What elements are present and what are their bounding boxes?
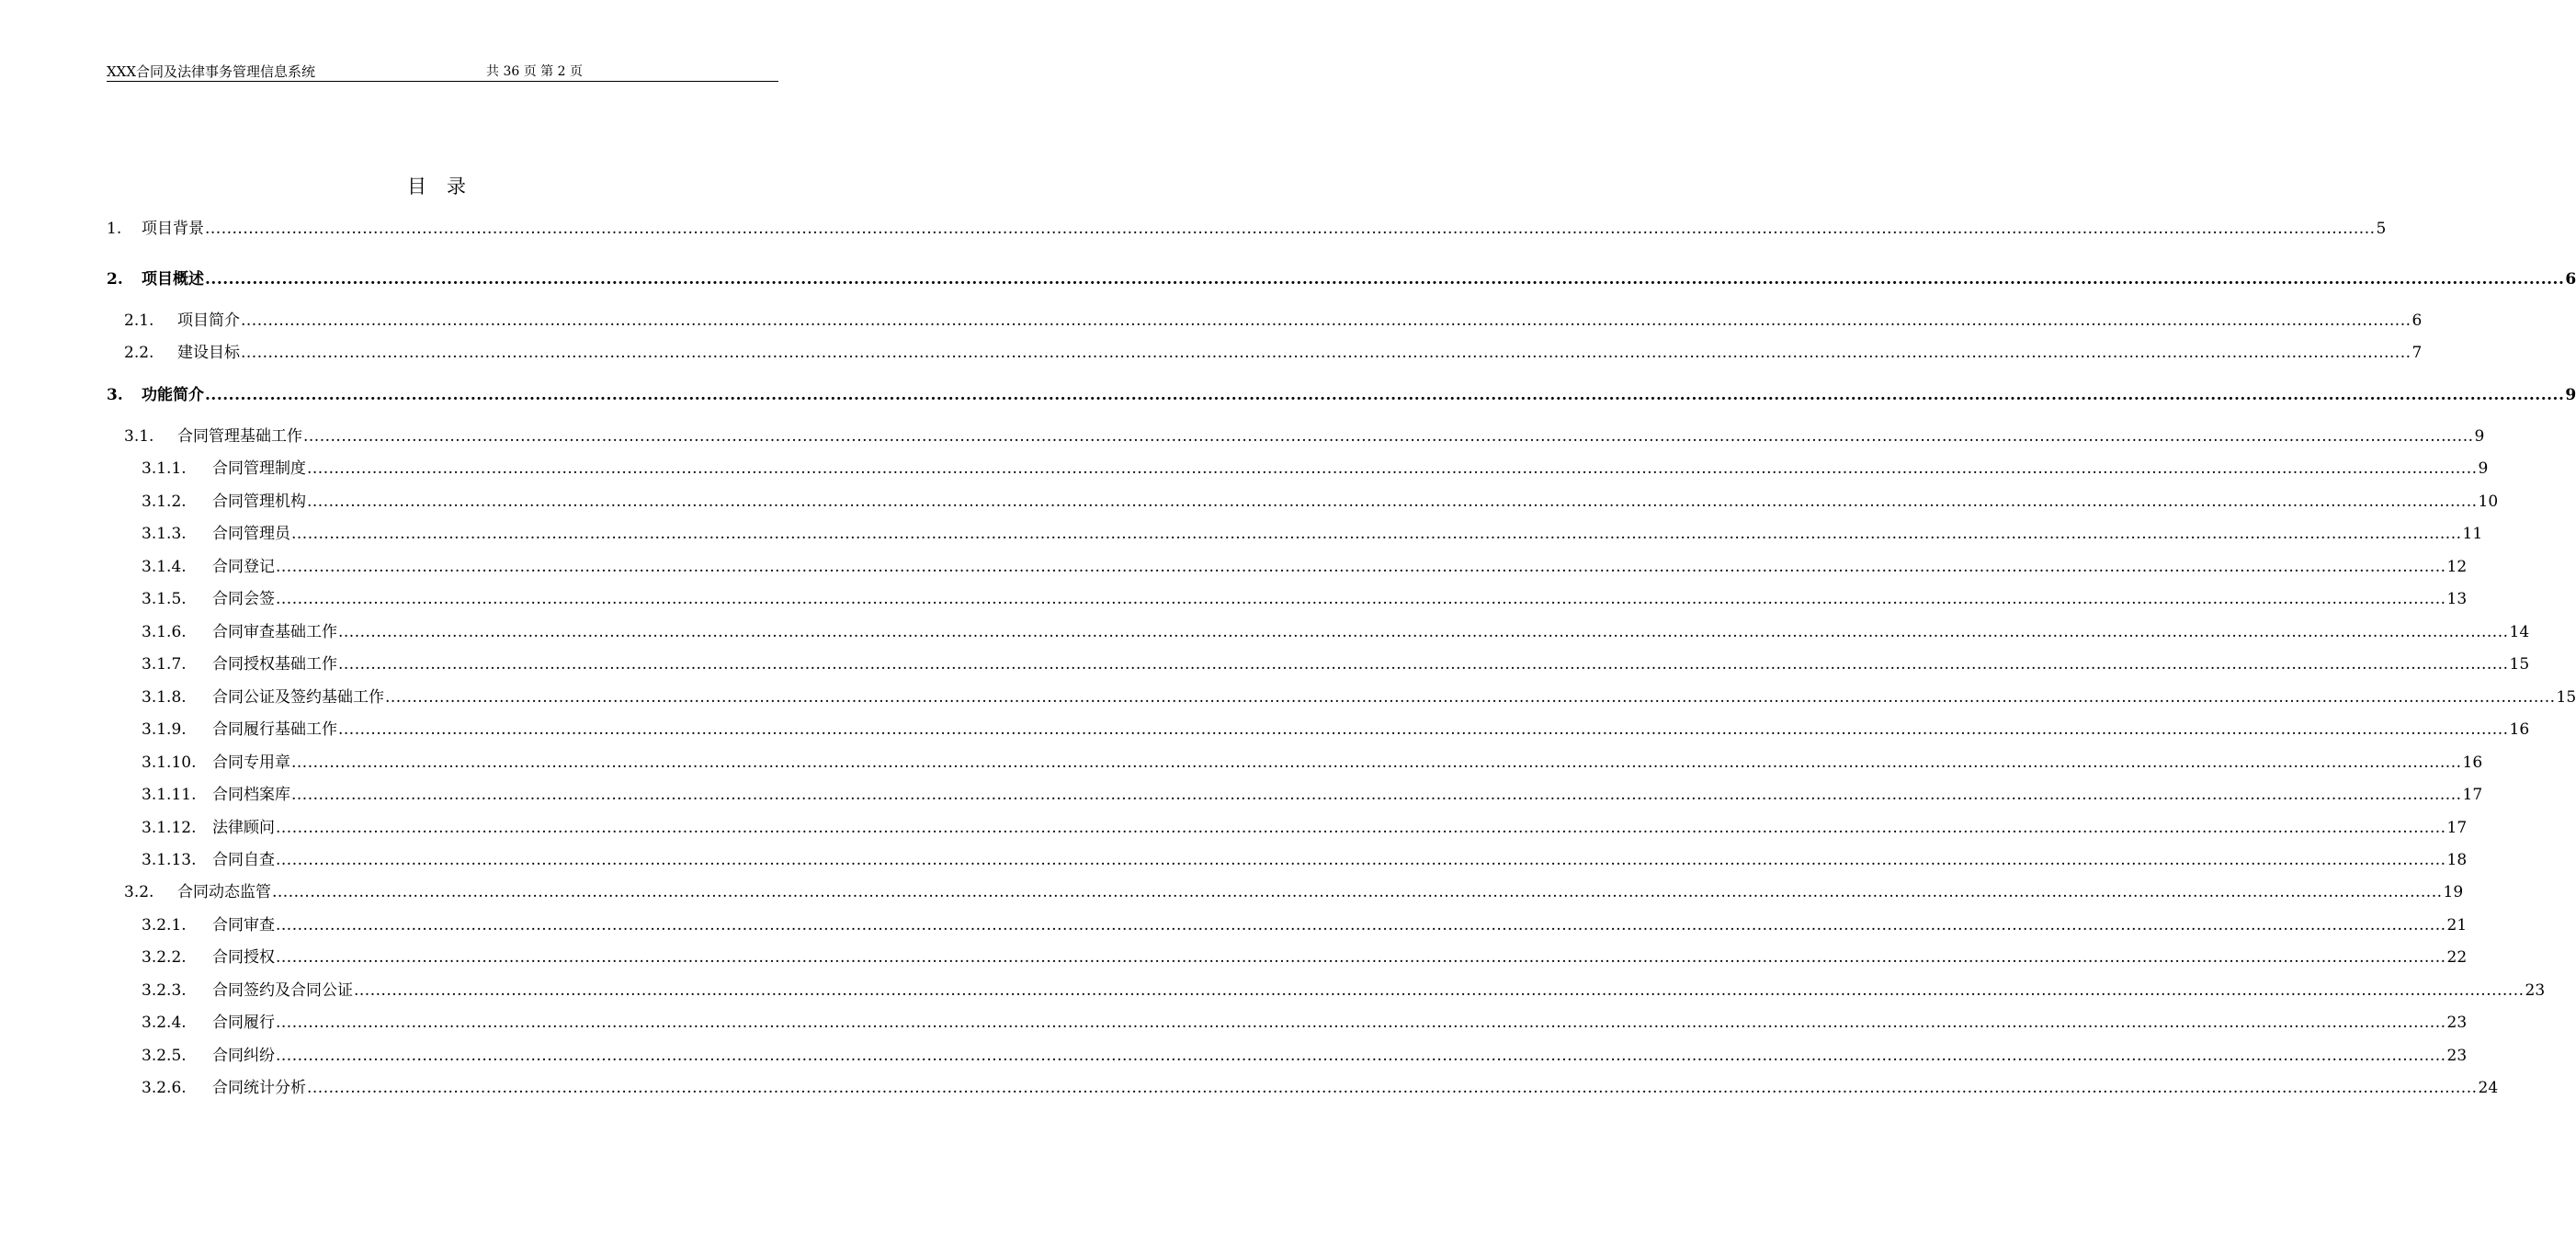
toc-entry-number: 3.	[107, 386, 123, 404]
toc-entry-page: 18	[2446, 851, 2468, 869]
dot-leader: ................................................................................................................................................................................................................................................................................................................................................................................................................	[276, 819, 2446, 837]
toc-entry-number: 3.2.3.	[142, 981, 187, 1000]
dot-leader: ................................................................................................................................................................................................................................................................................................................................................................................................................	[276, 558, 2446, 576]
toc-entry[interactable]	[124, 425, 2485, 448]
dot-leader: ................................................................................................................................................................................................................................................................................................................................................................................................................	[291, 753, 2462, 772]
toc-entry-label: 项目概述	[142, 270, 204, 289]
toc-entry-number: 3.2.4.	[142, 1014, 187, 1032]
dot-leader: ................................................................................................................................................................................................................................................................................................................................................................................................................	[307, 493, 2478, 511]
toc-entry-page: 15	[2509, 655, 2530, 674]
toc-entry-label: 合同审查基础工作	[212, 623, 337, 641]
toc-entry-label: 项目简介	[177, 312, 240, 330]
toc-entry-label: 合同公证及签约基础工作	[212, 688, 384, 707]
dot-leader: ................................................................................................................................................................................................................................................................................................................................................................................................................	[276, 1014, 2446, 1032]
toc-entry-page: 13	[2446, 590, 2468, 608]
toc-entry[interactable]	[142, 491, 2499, 513]
toc-entry-number: 3.2.	[124, 883, 154, 901]
toc-entry-number: 1.	[107, 220, 122, 238]
dot-leader: ................................................................................................................................................................................................................................................................................................................................................................................................................	[338, 720, 2509, 739]
toc-entry-number: 3.1.13.	[142, 851, 197, 869]
toc-entry-label: 合同档案库	[212, 786, 290, 804]
dot-leader: ................................................................................................................................................................................................................................................................................................................................................................................................................	[276, 851, 2446, 869]
toc-entry-label: 合同授权	[212, 948, 275, 967]
dot-leader: ................................................................................................................................................................................................................................................................................................................................................................................................................	[205, 386, 2565, 404]
toc-entry-label: 合同管理基础工作	[177, 427, 302, 446]
toc-entry-label: 合同管理机构	[212, 493, 306, 511]
toc-entry[interactable]	[142, 523, 2483, 545]
toc-entry-number: 2.2.	[124, 344, 154, 362]
toc-entry-label: 合同管理员	[212, 525, 290, 543]
toc-entry-page: 7	[2411, 344, 2423, 362]
dot-leader: ................................................................................................................................................................................................................................................................................................................................................................................................................	[354, 981, 2525, 1000]
toc-entry-page: 16	[2509, 720, 2530, 739]
toc-entry[interactable]	[107, 384, 2576, 406]
toc-entry-page: 17	[2462, 786, 2483, 804]
toc-entry-label: 合同纠纷	[212, 1047, 275, 1065]
toc-entry-page: 17	[2446, 819, 2468, 837]
toc-entry-label: 合同会签	[212, 590, 275, 608]
toc-entry-number: 3.1.2.	[142, 493, 187, 511]
toc-heading: 目录	[407, 176, 486, 198]
toc-entry[interactable]	[142, 686, 2576, 708]
toc-entry-label: 合同履行	[212, 1014, 275, 1032]
toc-entry-page: 11	[2462, 525, 2483, 543]
toc-entry[interactable]	[142, 458, 2489, 480]
toc-entry-page: 16	[2462, 753, 2483, 772]
toc-entry-number: 3.1.6.	[142, 623, 187, 641]
toc-entry[interactable]	[142, 784, 2483, 806]
toc-entry[interactable]	[124, 881, 2464, 903]
toc-entry-number: 3.1.3.	[142, 525, 187, 543]
toc-entry[interactable]	[124, 342, 2423, 364]
toc-entry-label: 项目背景	[142, 220, 204, 238]
toc-entry-label: 合同审查	[212, 916, 275, 935]
toc-entry[interactable]	[142, 653, 2530, 675]
toc-entry-label: 合同统计分析	[212, 1079, 306, 1097]
toc-entry-page: 23	[2446, 1014, 2468, 1032]
toc-entry-page: 19	[2443, 883, 2464, 901]
toc-entry-label: 建设目标	[177, 344, 240, 362]
toc-entry-number: 3.1.	[124, 427, 154, 446]
toc-entry[interactable]	[142, 752, 2483, 774]
toc-entry-number: 3.2.2.	[142, 948, 187, 967]
toc-entry-page: 6	[2411, 312, 2423, 330]
dot-leader: ................................................................................................................................................................................................................................................................................................................................................................................................................	[241, 312, 2411, 330]
toc-entry-page: 23	[2446, 1047, 2468, 1065]
toc-entry-page: 9	[2474, 427, 2485, 446]
toc-entry-label: 功能简介	[142, 386, 204, 404]
toc-entry-number: 3.1.8.	[142, 688, 187, 707]
toc-entry-label: 合同签约及合同公证	[212, 981, 353, 1000]
toc-entry-number: 3.1.7.	[142, 655, 187, 674]
dot-leader: ................................................................................................................................................................................................................................................................................................................................................................................................................	[205, 220, 2376, 238]
toc-entry[interactable]	[142, 621, 2530, 643]
page-counter: 共 36 页 第 2 页	[486, 64, 583, 79]
toc-entry-number: 3.1.9.	[142, 720, 187, 739]
toc-entry-number: 3.2.1.	[142, 916, 187, 935]
dot-leader: ................................................................................................................................................................................................................................................................................................................................................................................................................	[385, 688, 2556, 707]
toc-entry-number: 2.	[107, 270, 123, 289]
dot-leader: ................................................................................................................................................................................................................................................................................................................................................................................................................	[276, 916, 2446, 935]
toc-entry-label: 合同履行基础工作	[212, 720, 337, 739]
toc-entry[interactable]	[142, 556, 2468, 578]
toc-entry[interactable]	[142, 1045, 2468, 1067]
toc-entry-number: 3.1.1.	[142, 459, 187, 478]
toc-entry-label: 合同登记	[212, 558, 275, 576]
dot-leader: ................................................................................................................................................................................................................................................................................................................................................................................................................	[276, 1047, 2446, 1065]
toc-entry-page: 6	[2565, 270, 2576, 289]
toc-entry[interactable]	[107, 268, 2576, 290]
toc-entry[interactable]	[142, 1012, 2468, 1034]
toc-entry[interactable]	[142, 719, 2530, 741]
toc-entry[interactable]	[142, 914, 2468, 936]
document-title: XXX合同及法律事务管理信息系统	[107, 63, 316, 80]
toc-entry[interactable]	[142, 849, 2468, 871]
toc-entry-label: 合同动态监管	[177, 883, 271, 901]
toc-entry-label: 合同专用章	[212, 753, 290, 772]
dot-leader: ................................................................................................................................................................................................................................................................................................................................................................................................................	[307, 1079, 2478, 1097]
toc-entry[interactable]	[142, 588, 2468, 610]
dot-leader: ................................................................................................................................................................................................................................................................................................................................................................................................................	[307, 459, 2478, 478]
toc-entry-number: 3.1.10.	[142, 753, 197, 772]
toc-entry-label: 合同自查	[212, 851, 275, 869]
toc-entry-page: 14	[2509, 623, 2530, 641]
toc-entry[interactable]	[142, 946, 2468, 969]
toc-entry-page: 9	[2478, 459, 2489, 478]
dot-leader: ................................................................................................................................................................................................................................................................................................................................................................................................................	[205, 270, 2565, 289]
toc-entry-page: 5	[2376, 220, 2387, 238]
toc-entry-number: 3.2.5.	[142, 1047, 187, 1065]
toc-entry-label: 法律顾问	[212, 819, 275, 837]
toc-entry-number: 3.2.6.	[142, 1079, 187, 1097]
dot-leader: ................................................................................................................................................................................................................................................................................................................................................................................................................	[291, 525, 2462, 543]
toc-entry-number: 3.1.11.	[142, 786, 197, 804]
page-header	[107, 61, 778, 82]
toc-entry-number: 3.1.12.	[142, 819, 197, 837]
toc-entry-page: 24	[2478, 1079, 2499, 1097]
dot-leader: ................................................................................................................................................................................................................................................................................................................................................................................................................	[272, 883, 2443, 901]
toc-entry-page: 9	[2565, 386, 2576, 404]
toc-entry-page: 22	[2446, 948, 2468, 967]
toc-entry-number: 2.1.	[124, 312, 154, 330]
dot-leader: ................................................................................................................................................................................................................................................................................................................................................................................................................	[338, 655, 2509, 674]
dot-leader: ................................................................................................................................................................................................................................................................................................................................................................................................................	[291, 786, 2462, 804]
toc-entry[interactable]	[124, 310, 2423, 332]
dot-leader: ................................................................................................................................................................................................................................................................................................................................................................................................................	[276, 590, 2446, 608]
toc-entry-page: 15	[2556, 688, 2576, 707]
toc-entry-number: 3.1.5.	[142, 590, 187, 608]
toc-entry-page: 21	[2446, 916, 2468, 935]
toc-entry[interactable]	[142, 817, 2468, 839]
dot-leader: ................................................................................................................................................................................................................................................................................................................................................................................................................	[303, 427, 2474, 446]
toc-entry-page: 10	[2478, 493, 2499, 511]
toc-entry-number: 3.1.4.	[142, 558, 187, 576]
toc-entry-page: 23	[2525, 981, 2546, 1000]
dot-leader: ................................................................................................................................................................................................................................................................................................................................................................................................................	[338, 623, 2509, 641]
toc-entry-page: 12	[2446, 558, 2468, 576]
dot-leader: ................................................................................................................................................................................................................................................................................................................................................................................................................	[276, 948, 2446, 967]
dot-leader: ................................................................................................................................................................................................................................................................................................................................................................................................................	[241, 344, 2411, 362]
toc-entry[interactable]	[142, 980, 2546, 1002]
toc-entry-label: 合同管理制度	[212, 459, 306, 478]
toc-entry-label: 合同授权基础工作	[212, 655, 337, 674]
toc-entry[interactable]	[142, 1077, 2499, 1099]
toc-entry[interactable]	[107, 218, 2387, 240]
